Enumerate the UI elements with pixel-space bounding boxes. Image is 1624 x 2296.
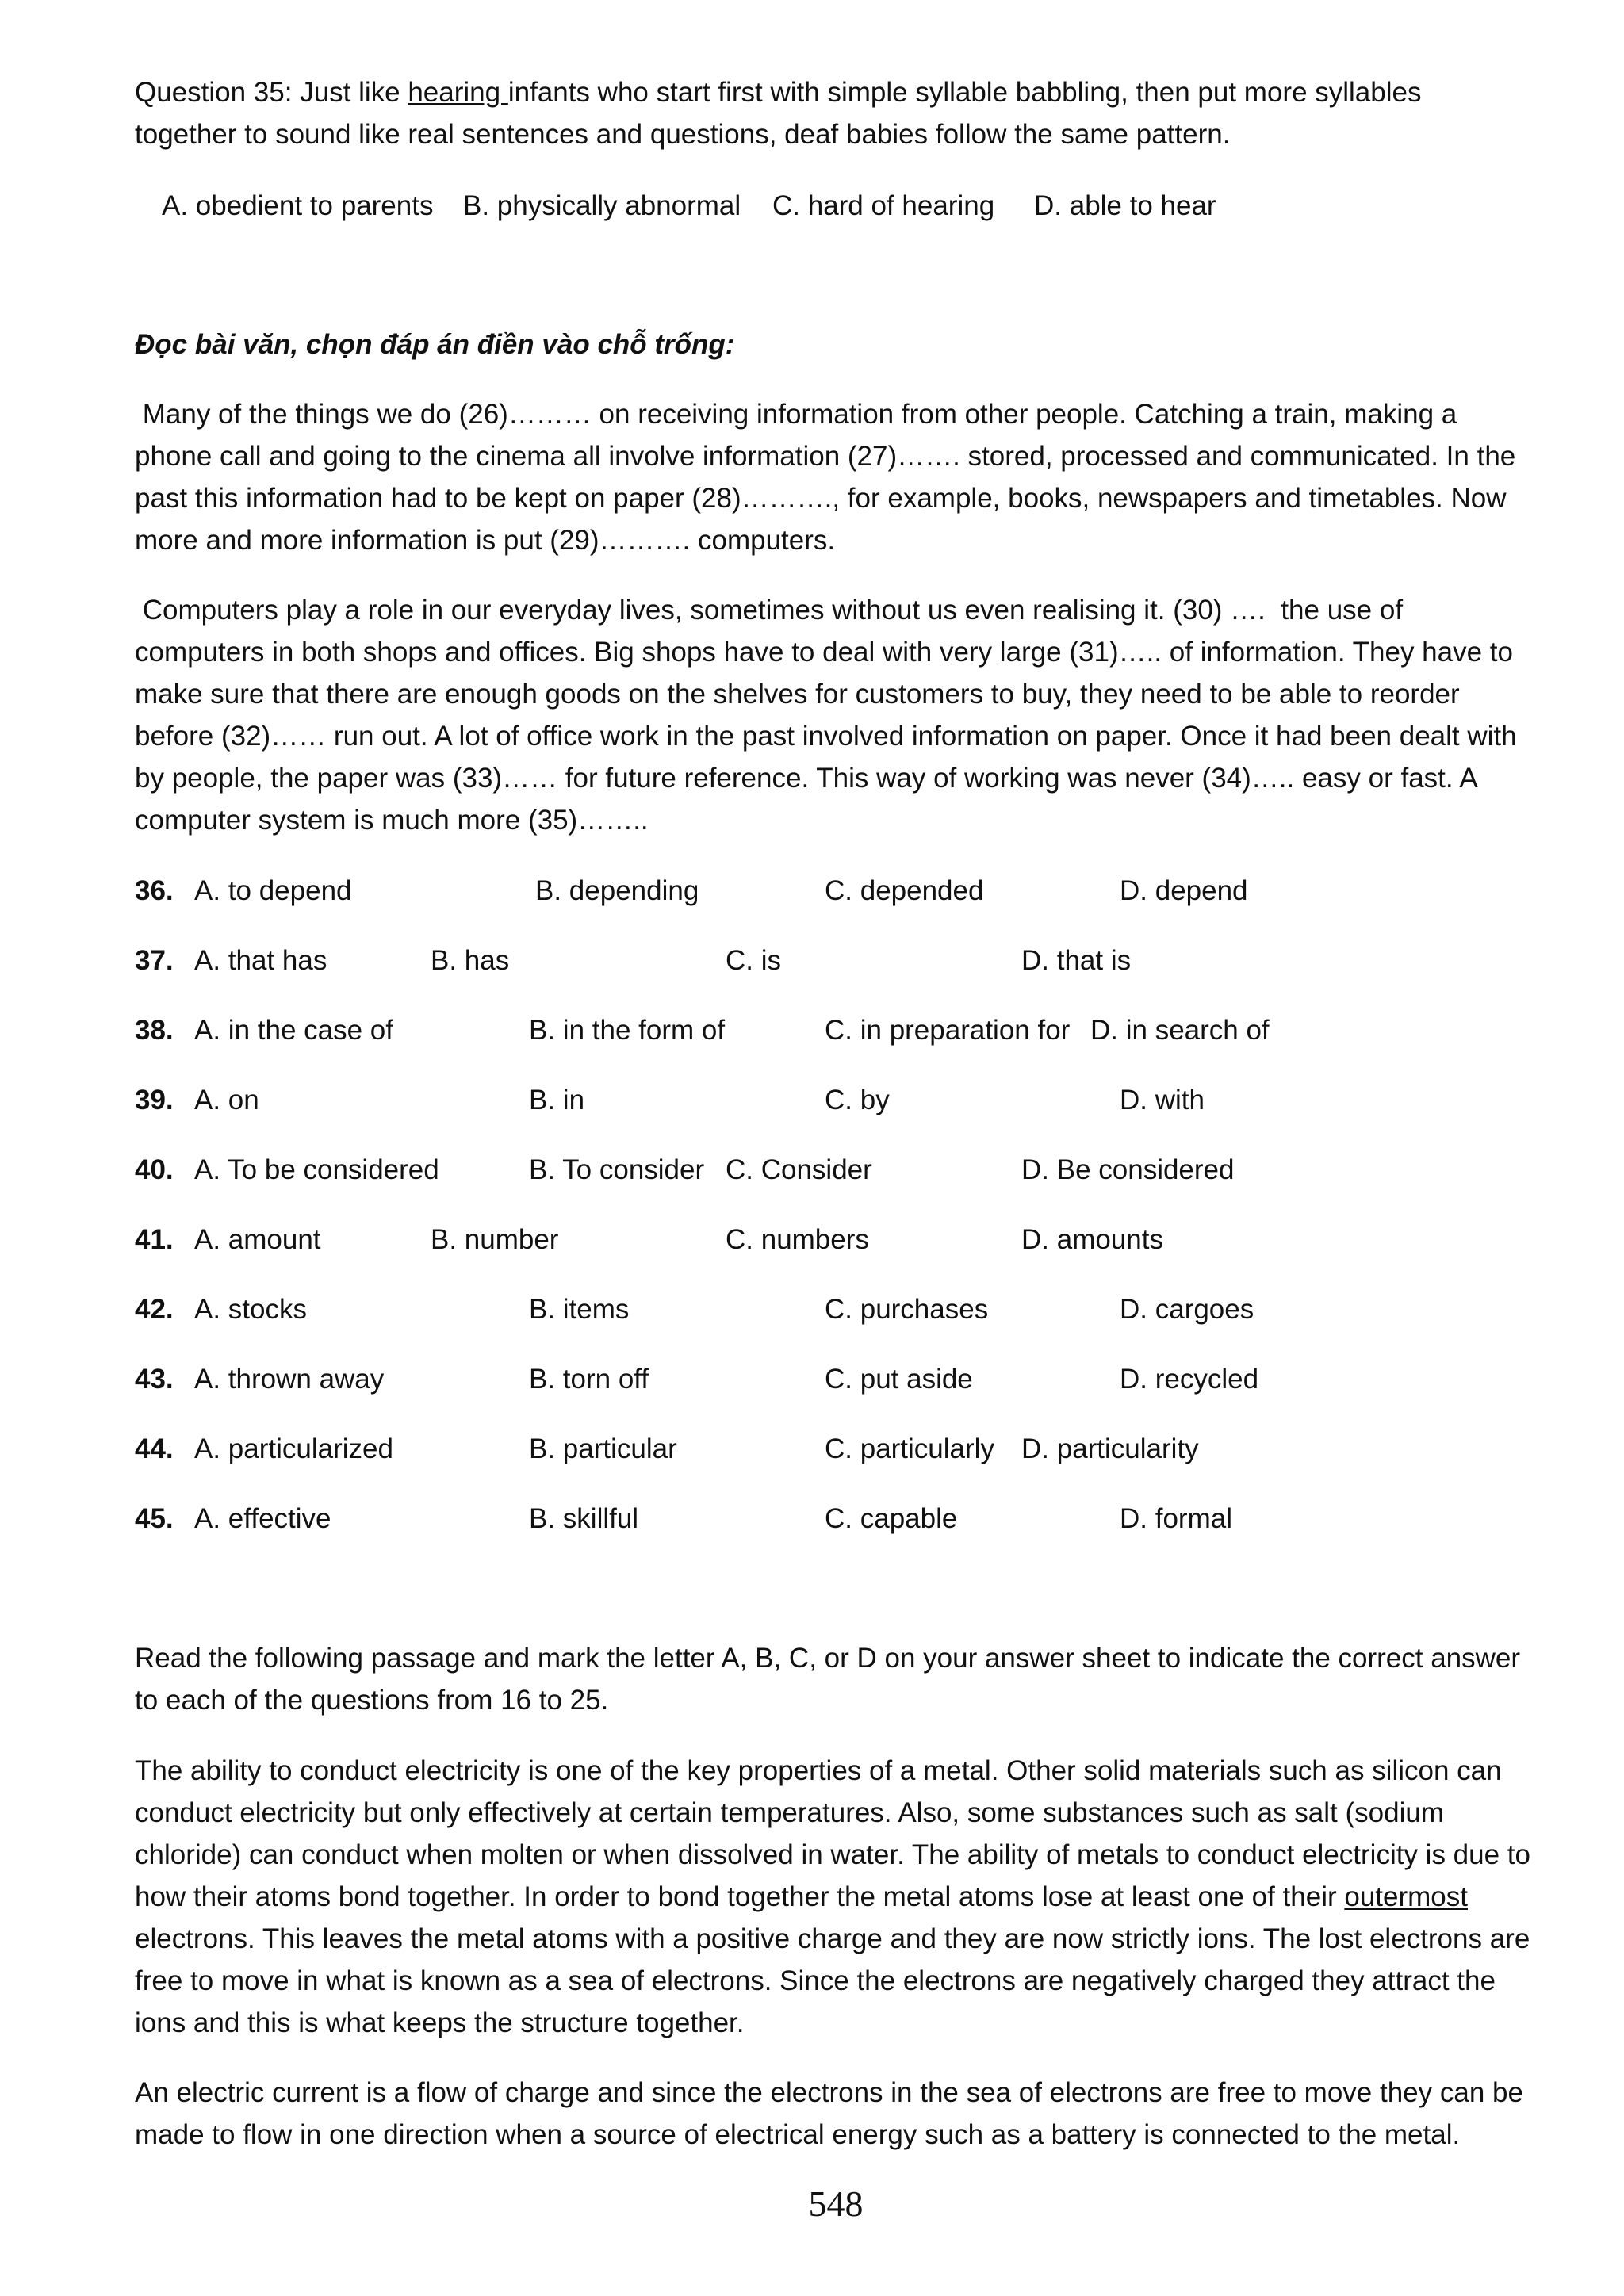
option-a: A. in the case of [194, 1015, 393, 1046]
question-row [135, 1288, 1530, 1330]
option-d: D. with [1120, 1085, 1205, 1115]
option-b: B. torn off [529, 1364, 649, 1395]
option-c: C. particularly [825, 1433, 994, 1464]
question-row [135, 1009, 1530, 1051]
option-d: D. in search of [1090, 1015, 1270, 1046]
question-number: 41. [135, 1224, 174, 1255]
option-a: A. effective [194, 1503, 331, 1534]
question-row [135, 1358, 1530, 1400]
option-d: D. amounts [1021, 1224, 1163, 1255]
option-b: B. in the form of [529, 1015, 726, 1046]
question-number: 36. [135, 875, 174, 906]
question-row [135, 870, 1530, 912]
option-a: A. obedient to parents [162, 190, 434, 221]
option-c: C. is [726, 945, 781, 976]
option-c: C. by [825, 1085, 890, 1115]
option-b: B. number [431, 1224, 559, 1255]
question-row [135, 1219, 1530, 1261]
option-c: C. in preparation for [825, 1015, 1071, 1046]
page-number: 548 [808, 2183, 864, 2224]
option-c: C. numbers [726, 1224, 869, 1255]
cloze-paragraph-2: Computers play a role in our everyday lives, sometimes without us even realising it. (30) …. the use of computers in both shops and offices. Big shops have to deal with very large (31)….. of information. They have to make sure that there are enough goods on the shelves for customers to buy, they need to be able to reorder before (32)…… run out. A lot of office work in the past involved information on paper. Once it had been dealt with by people, the paper was (33)…… for future reference. This way of working was never (34)….. easy or fast. A computer system is much more (35)…….. [135, 595, 1525, 836]
option-d: D. able to hear [1034, 190, 1216, 221]
underlined-word: hearing [408, 77, 508, 108]
option-d: D. formal [1120, 1503, 1232, 1534]
question-number: 44. [135, 1433, 174, 1464]
option-d: D. Be considered [1021, 1154, 1235, 1185]
option-c: C. depended [825, 875, 984, 906]
cloze-heading: Đọc bài văn, chọn đáp án điền vào chỗ trống: [135, 329, 735, 360]
question-row [135, 1079, 1530, 1121]
option-a: A. To be considered [194, 1154, 439, 1185]
option-b: B. depending [535, 875, 699, 906]
cloze-paragraph-1: Many of the things we do (26)……… on receiving information from other people. Catching a train, making a phone call and going to the cinema all involve information (27)……. stored, processed and communicated. In the past this information had to be kept on paper (28)………., for example, books, newspapers and timetables. Now more and more information is put (29)………. computers. [135, 399, 1523, 556]
option-c: C. capable [825, 1503, 958, 1534]
option-b: B. in [529, 1085, 585, 1115]
question-number: 43. [135, 1364, 174, 1395]
option-d: D. that is [1021, 945, 1132, 976]
question-35-text: Question 35: Just like hearing infants who start first with simple syllable babbling, then put more syllables together to sound like real sentences and questions, deaf babies follow the same pattern. [135, 77, 1422, 150]
option-c: C. put aside [825, 1364, 973, 1395]
option-a: A. on [194, 1085, 259, 1115]
option-b: B. skillful [529, 1503, 639, 1534]
reading-paragraph-2: An electric current is a flow of charge and since the electrons in the sea of electrons are free to move they can be made to flow in one direction when a source of electrical energy such as a battery is connected to the metal. [135, 2077, 1523, 2150]
question-row [135, 1428, 1530, 1470]
option-a: A. that has [194, 945, 327, 976]
question-number: 37. [135, 945, 174, 976]
option-c: C. purchases [825, 1294, 989, 1325]
question-row [135, 1149, 1530, 1191]
option-b: B. particular [529, 1433, 677, 1464]
option-b: B. physically abnormal [463, 190, 741, 221]
question-row [135, 939, 1530, 982]
question-number: 40. [135, 1154, 174, 1185]
option-a: A. stocks [194, 1294, 307, 1325]
option-d: D. depend [1120, 875, 1248, 906]
option-d: D. cargoes [1120, 1294, 1254, 1325]
question-row [135, 1498, 1530, 1540]
option-a: A. to depend [194, 875, 352, 906]
option-a: A. thrown away [194, 1364, 385, 1395]
question-number: 45. [135, 1503, 174, 1534]
reading-instructions: Read the following passage and mark the letter A, B, C, or D on your answer sheet to indicate the correct answer to each of the questions from 16 to 25. [135, 1643, 1521, 1716]
option-b: B. To consider [529, 1154, 705, 1185]
question-number: 39. [135, 1085, 174, 1115]
option-c: C. hard of hearing [772, 190, 995, 221]
question-number: 38. [135, 1015, 174, 1046]
option-a: A. amount [194, 1224, 321, 1255]
option-c: C. Consider [726, 1154, 872, 1185]
option-b: B. items [529, 1294, 630, 1325]
option-d: D. recycled [1120, 1364, 1259, 1395]
underlined-word: outermost [1344, 1881, 1468, 1912]
question-35 [135, 71, 1530, 155]
question-number: 42. [135, 1294, 174, 1325]
option-d: D. particularity [1021, 1433, 1199, 1464]
reading-paragraph-1: The ability to conduct electricity is one of the key properties of a metal. Other solid materials such as silicon can conduct electricity but only effectively at certain temperatures. Also, some substances such as salt (sodium chloride) can conduct when molten or when dissolved in water. The ability of metals to conduct electricity is due to how their atoms bond together. In order to bond together the metal atoms lose at least one of their outermost electrons. This leaves the metal atoms with a positive charge and they are now strictly ions. The lost electrons are free to move in what is known as a sea of electrons. Since the electrons are negatively charged they attract the ions and this is what keeps the structure together. [135, 1755, 1530, 2038]
option-b: B. has [431, 945, 510, 976]
option-a: A. particularized [194, 1433, 393, 1464]
